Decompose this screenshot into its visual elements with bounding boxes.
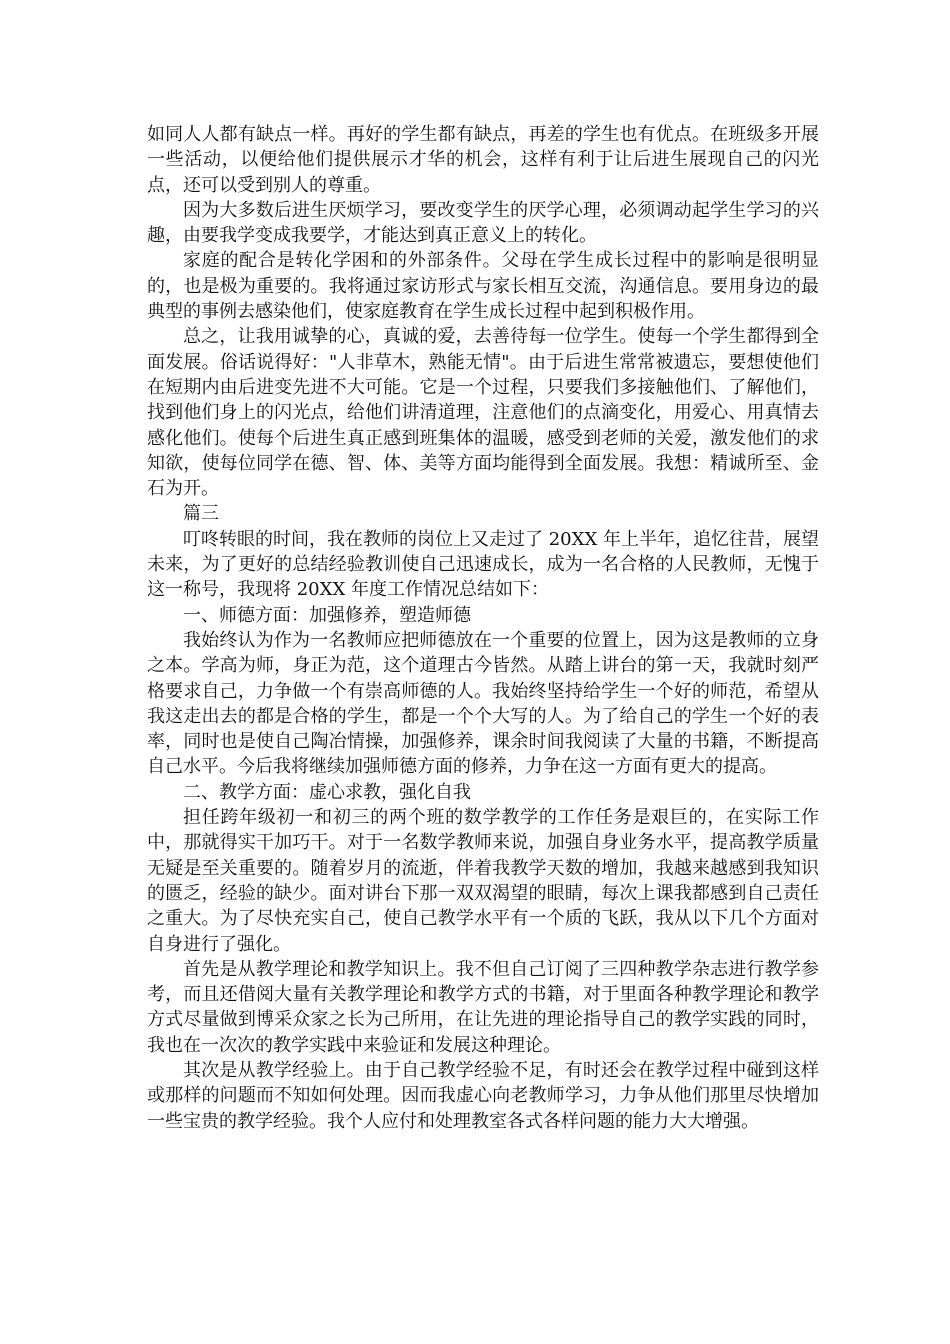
paragraph: 总之，让我用诚挚的心，真诚的爱，去善待每一位学生。使每一个学生都得到全面发展。俗话说得好："人非草木，熟能无情"。由于后进生常常被遗忘，要想使他们在短期内由后进变先进不大可能。它是一个过程，只要我们多接触他们、了解他们，找到他们身上的闪光点，给他们讲清道理，注意他们的点滴变化，用爱心、用真情去感化他们。使每个后进生真正感到班集体的温暖，感受到老师的关爱，激发他们的求知欲，使每位同学在德、智、体、美等方面均能得到全面发展。我想：精诚所至、金石为开。 xyxy=(147,326,819,500)
section-heading: 二、教学方面：虚心求教，强化自我 xyxy=(183,781,471,803)
paragraph: 如同人人都有缺点一样。再好的学生都有缺点，再差的学生也有优点。在班级多开展一些活动，以便给他们提供展示才华的机会，这样有利于让后进生展现自己的闪光点，还可以受到别人的尊重。 xyxy=(147,124,819,196)
section-heading: 篇三 xyxy=(183,503,219,525)
paragraph: 叮咚转眼的时间，我在教师的岗位上又走过了 20XX 年上半年，追忆往昔，展望未来，为了更好的总结经验教训使自己迅速成长，成为一名合格的人民教师，无愧于这一称号，我现将 20XX 年度工作情况总结如下： xyxy=(147,528,819,601)
paragraph: 家庭的配合是转化学困和的外部条件。父母在学生成长过程中的影响是很明显的，也是极为重要的。我将通过家访形式与家长相互交流，沟通信息。要用身边的最典型的事例去感染他们，使家庭教育在学生成长过程中起到积极作用。 xyxy=(147,250,819,323)
paragraph: 担任跨年级初一和初三的两个班的数学教学的工作任务是艰巨的，在实际工作中，那就得实干加巧干。对于一名数学教师来说，加强自身业务水平，提高教学质量无疑是至关重要的。随着岁月的流逝，伴着我教学天数的增加，我越来越感到我知识的匮乏，经验的缺少。面对讲台下那一双双渴望的眼睛，每次上课我都感到自己责任之重大。为了尽快充实自己，使自己教学水平有一个质的飞跃，我从以下几个方面对自身进行了强化。 xyxy=(147,807,819,955)
paragraph: 我始终认为作为一名教师应把师德放在一个重要的位置上，因为这是教师的立身之本。学高为师，身正为范，这个道理古今皆然。从踏上讲台的第一天，我就时刻严格要求自己，力争做一个有崇高师德的人。我始终坚持给学生一个好的师范，希望从我这走出去的都是合格的学生，都是一个个大写的人。为了给自己的学生一个好的表率，同时也是使自己陶冶情操，加强修养，课余时间我阅读了大量的书籍，不断提高自己水平。今后我将继续加强师德方面的修养，力争在这一方面有更大的提高。 xyxy=(147,629,819,778)
paragraph: 因为大多数后进生厌烦学习，要改变学生的厌学心理，必须调动起学生学习的兴趣，由要我学变成我要学，才能达到真正意义上的转化。 xyxy=(147,199,819,247)
paragraph: 首先是从教学理论和教学知识上。我不但自己订阅了三四种教学杂志进行教学参考，而且还借阅大量有关教学理论和教学方式的书籍，对于里面各种教学理论和教学方式尽量做到博采众家之长为己所用，在让先进的理论指导自己的教学实践的同时，我也在一次次的教学实践中来验证和发展这种理论。 xyxy=(147,958,819,1056)
paragraph: 其次是从教学经验上。由于自己教学经验不足，有时还会在教学过程中碰到这样或那样的问题而不知如何处理。因而我虚心向老教师学习，力争从他们那里尽快增加一些宝贵的教学经验。我个人应付和处理教室各式各样问题的能力大大增强。 xyxy=(147,1059,819,1132)
section-heading: 一、师德方面：加强修养，塑造师德 xyxy=(183,604,471,626)
document-body xyxy=(147,122,819,1134)
